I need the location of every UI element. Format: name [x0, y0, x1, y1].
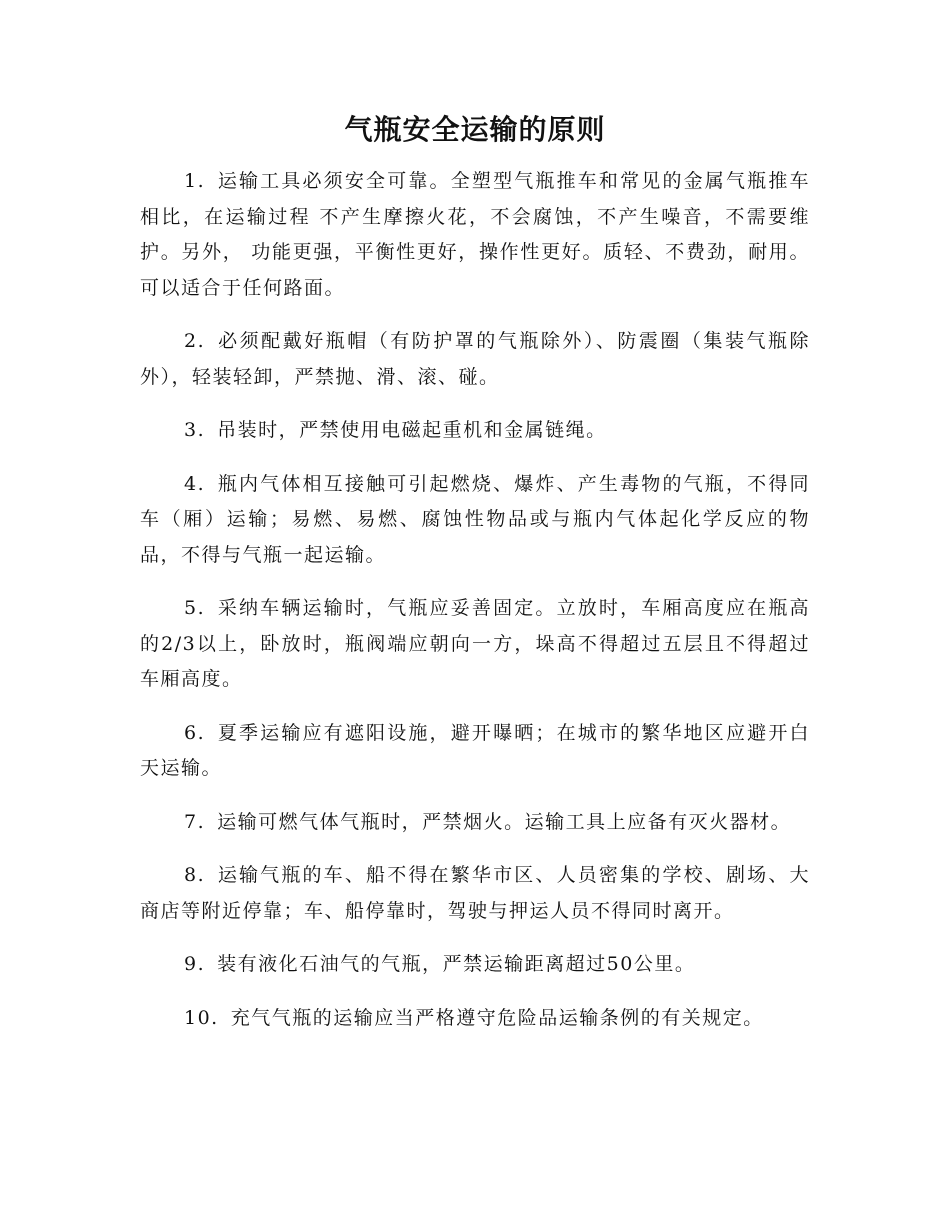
paragraph-2: [140, 324, 810, 395]
paragraph-text: 采纳车辆运输时，气瓶应妥善固定。立放时，车厢高度应在瓶高的2/3以上，卧放时，瓶阀端应朝向一方，垛高不得超过五层且不得超过车厢高度。: [140, 597, 810, 690]
paragraph-text: 瓶内气体相互接触可引起燃烧、爆炸、产生毒物的气瓶，不得同车（厢）运输；易燃、易燃、腐蚀性物品或与瓶内气体起化学反应的物品，不得与气瓶一起运输。: [140, 472, 810, 566]
paragraph-text: 运输工具必须安全可靠。全塑型气瓶推车和常见的金属气瓶推车相比，在运输过程 不产生摩擦火花，不会腐蚀，不产生噪音，不需要维护。另外， 功能更强，平衡性更好，操作性更好。质轻、不费劲，耐用。可以适合于任何路面。: [140, 170, 810, 299]
paragraph-text: 装有液化石油气的气瓶，严禁运输距离超过50公里。: [217, 953, 696, 975]
paragraph-number: 2.: [184, 330, 206, 352]
paragraph-number: 9.: [184, 953, 206, 975]
paragraph-10: [140, 1001, 810, 1037]
paragraph-6: [140, 716, 810, 787]
paragraph-text: 充气气瓶的运输应当严格遵守危险品运输条例的有关规定。: [230, 1006, 764, 1029]
paragraph-number: 6.: [184, 721, 206, 744]
paragraph-9: [140, 947, 810, 983]
paragraph-number: 4.: [184, 472, 206, 495]
paragraph-text: 运输气瓶的车、船不得在繁华市区、人员密集的学校、剧场、大商店等附近停靠；车、船停靠时，驾驶与押运人员不得同时离开。: [140, 864, 810, 922]
paragraph-7: [140, 805, 810, 841]
paragraph-text: 吊装时，严禁使用电磁起重机和金属链绳。: [217, 419, 607, 441]
paragraph-1: [140, 164, 810, 306]
paragraph-text: 运输可燃气体气瓶时，严禁烟火。运输工具上应备有灭火器材。: [217, 810, 792, 833]
paragraph-8: [140, 858, 810, 929]
document-title: 气瓶安全运输的原则: [344, 113, 606, 146]
paragraph-number: 7.: [184, 810, 206, 833]
paragraph-text: 必须配戴好瓶帽（有防护罩的气瓶除外）、防震圈（集装气瓶除外），轻装轻卸，严禁抛、滑、滚、碰。: [140, 330, 810, 388]
paragraph-text: 夏季运输应有遮阳设施，避开曝晒；在城市的繁华地区应避开白天运输。: [140, 721, 810, 779]
paragraph-4: [140, 467, 810, 574]
paragraph-5: [140, 591, 810, 698]
paragraph-number: 10.: [184, 1006, 219, 1029]
paragraph-number: 8.: [184, 864, 206, 886]
paragraph-3: [140, 413, 810, 449]
paragraph-number: 1.: [184, 170, 206, 192]
paragraph-number: 3.: [184, 419, 206, 441]
paragraph-number: 5.: [184, 597, 206, 619]
